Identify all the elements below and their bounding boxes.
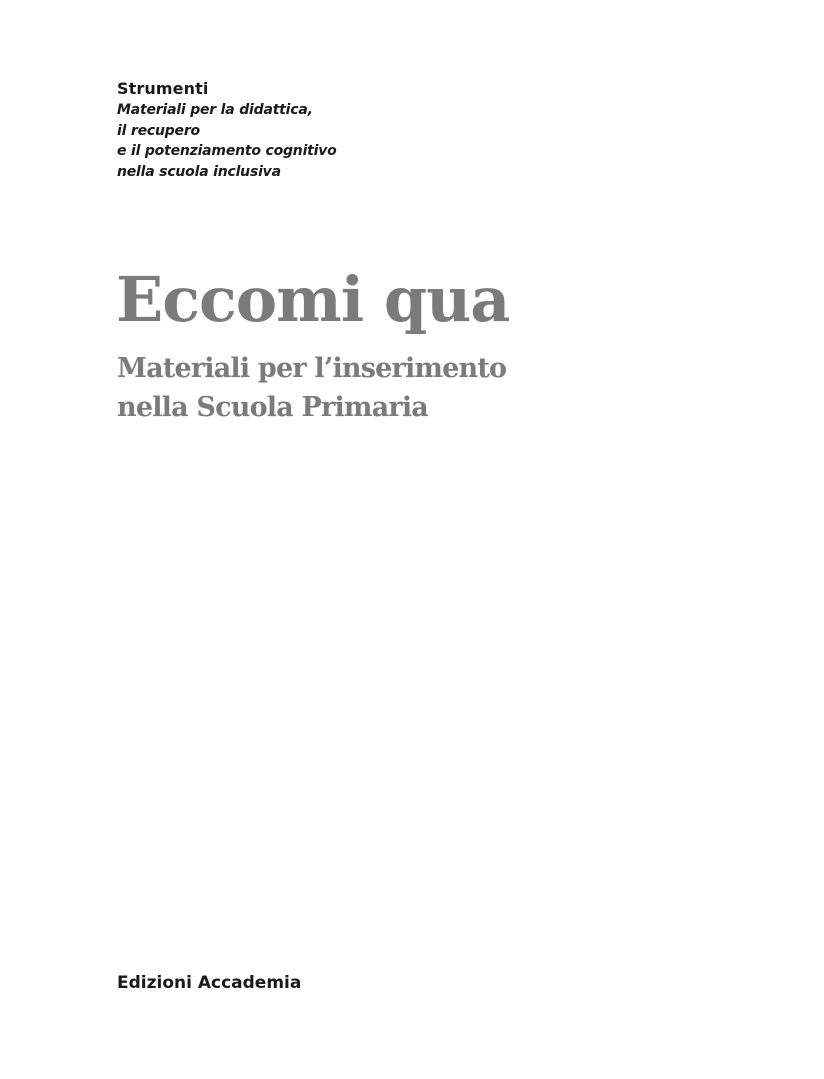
series-title: Strumenti	[117, 79, 209, 98]
series-description-line: nella scuola inclusiva	[117, 163, 281, 180]
book-subtitle	[117, 349, 506, 427]
series-description-line: e il potenziamento cognitivo	[117, 143, 337, 159]
series-description-line: il recupero	[117, 122, 200, 139]
book-title: Eccomi qua	[116, 263, 510, 336]
series-description	[117, 100, 517, 182]
series-block	[117, 78, 517, 182]
book-subtitle-line: Materiali per l’inserimento	[117, 353, 507, 384]
series-description-line: Materiali per la didattica,	[117, 102, 313, 118]
publisher-name: Edizioni Accademia	[117, 973, 302, 993]
book-subtitle-line: nella Scuola Primaria	[117, 392, 428, 423]
